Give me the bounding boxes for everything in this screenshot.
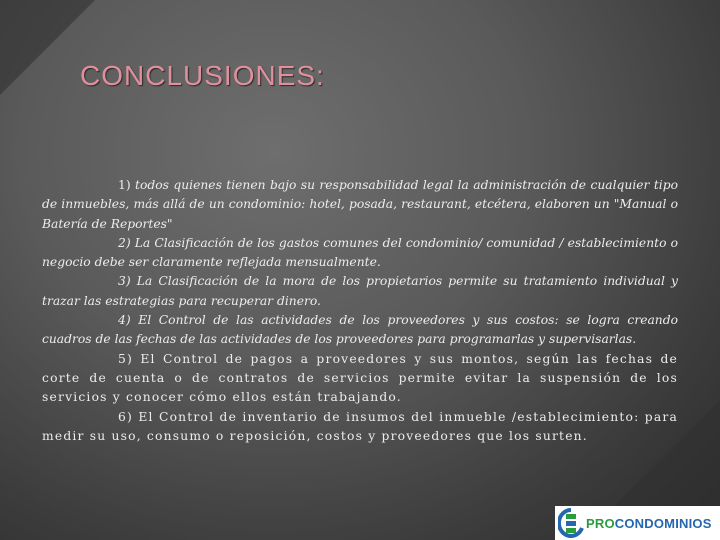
conclusion-text: El Control de pagos a proveedores y sus montos, según las fechas de corte de cuenta o de contratos de servicios permite evitar la suspensión de los servicios y conocer cómo ellos están trabajando. [42, 351, 679, 405]
conclusion-number: 4) [118, 313, 131, 328]
procondominios-logo [555, 506, 720, 540]
conclusion-text: La Clasificación de la mora de los propietarios permite su tratamiento individual y trazar las estrategias para recuperar dinero. [42, 274, 678, 308]
conclusion-text: La Clasificación de los gastos comunes del condominio/ comunidad / establecimiento o negocio debe ser claramente reflejada mensualmente. [42, 235, 678, 270]
conclusion-item-2 [42, 234, 678, 273]
conclusion-item-3 [42, 272, 678, 311]
conclusion-number: 6) [118, 409, 134, 424]
conclusion-item-1 [42, 176, 678, 234]
conclusion-text: El Control de inventario de insumos del inmueble /establecimiento: para medir su uso, consumo o reposición, costos y proveedores que los surten. [42, 409, 679, 443]
conclusion-item-6 [42, 408, 678, 447]
slide-title: CONCLUSIONES: [80, 60, 325, 91]
conclusion-item-4 [42, 311, 678, 350]
conclusion-text: El Control de las actividades de los proveedores y sus costos: se logra creando cuadros de las fechas de las actividades de los proveedores para programarlas y supervisarlas. [42, 313, 678, 347]
logo-wordmark: PROCONDOMINIOS [586, 515, 712, 531]
conclusions-list [42, 176, 678, 446]
conclusion-number: 3) [118, 274, 131, 289]
procondominios-logo-icon [558, 508, 584, 538]
conclusion-text: todos quienes tienen bajo su responsabilidad legal la administración de cualquier tipo de inmuebles, más allá de un condominio: hotel, posada, restaurant, etcétera, elaboren un "Manual o Batería de Reportes" [42, 178, 678, 231]
conclusion-item-5 [42, 350, 678, 408]
conclusion-number: 5) [118, 351, 134, 366]
conclusion-number: 2) [118, 235, 131, 250]
conclusion-number: 1) [118, 178, 131, 192]
